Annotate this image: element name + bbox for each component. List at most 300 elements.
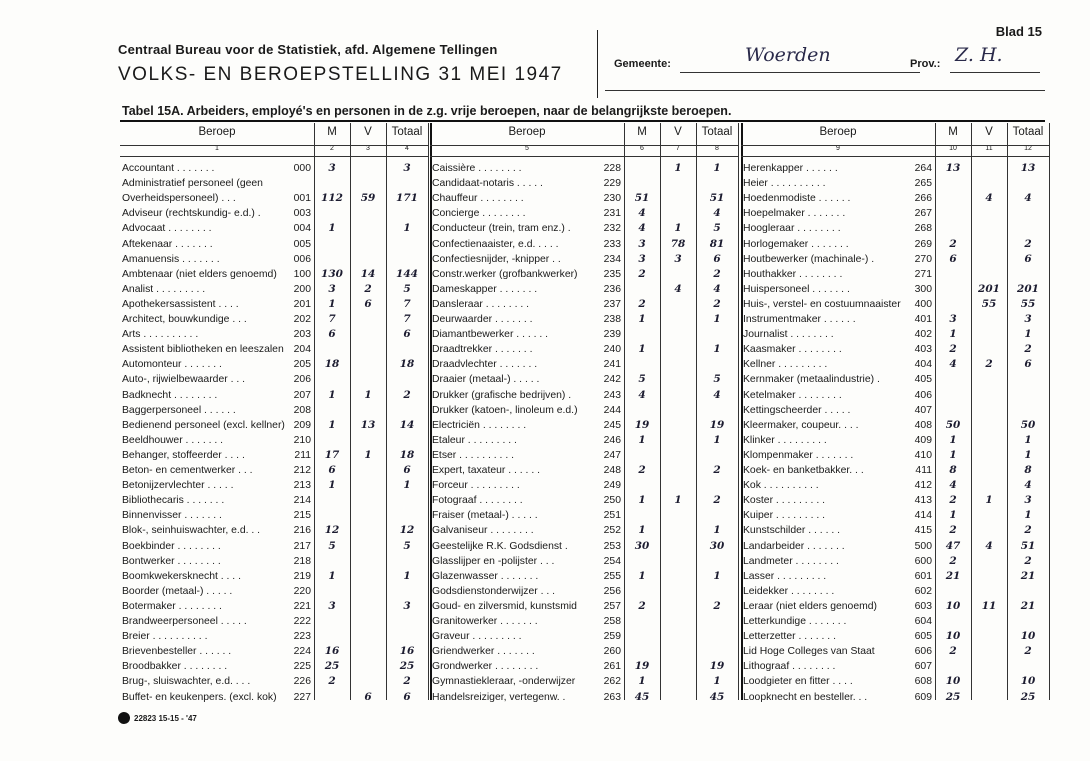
header-totaal: Totaal [391, 126, 423, 138]
count-v: 1 [364, 448, 372, 461]
occupation-name: Accountant . . . . . . . [122, 163, 215, 174]
occupation-code: 220 [293, 585, 311, 597]
occupation-code: 223 [293, 631, 311, 643]
sheet-number: Blad 15 [995, 24, 1042, 39]
occupation-name: Badknecht . . . . . . . . [122, 389, 218, 401]
occupation-name: Galvaniseur . . . . . . . . [432, 525, 534, 537]
occupation-name: Fraiser (metaal-) . . . . . [432, 510, 538, 522]
count-totaal: 1 [403, 569, 411, 582]
count-totaal: 2 [713, 464, 721, 476]
count-v: 4 [985, 539, 993, 552]
count-m: 4 [638, 222, 646, 235]
column-number: 5 [525, 145, 529, 152]
print-code: 22823 15-15 - '47 [134, 713, 197, 723]
occupation-name: Loodgieter en fitter . . . . [743, 676, 853, 688]
occupation-name: Goud- en zilversmid, kunstsmid [432, 600, 577, 612]
occupation-code: 218 [293, 555, 311, 567]
count-v: 55 [981, 297, 997, 310]
column-number: 1 [215, 145, 219, 152]
gemeente-label: Gemeente: [614, 58, 671, 70]
count-m: 21 [945, 569, 961, 582]
count-v: 1 [674, 494, 682, 507]
count-m: 7 [328, 313, 336, 325]
occupation-code: 201 [293, 298, 311, 310]
occupation-code: 604 [914, 616, 932, 627]
count-totaal: 2 [713, 297, 721, 310]
occupation-name: Bibliothecaris . . . . . . . [122, 495, 225, 507]
count-v: 4 [674, 282, 682, 295]
occupation-code: 409 [914, 434, 932, 446]
occupation-code: 219 [293, 570, 311, 582]
count-m: 2 [638, 297, 646, 310]
occupation-name: Gymnastiekleraar, -onderwijzer [432, 676, 576, 688]
occupation-name: Koster . . . . . . . . . [743, 495, 825, 507]
occupation-name: Analist . . . . . . . . . [122, 283, 206, 295]
count-totaal: 5 [713, 373, 721, 386]
occupation-code: 209 [293, 419, 311, 431]
occupation-name: Herenkapper . . . . . . [743, 163, 838, 174]
header-beroep: Beroep [198, 126, 236, 138]
header-v: V [985, 126, 993, 138]
occupation-code: 271 [914, 268, 932, 280]
column-number: 7 [676, 145, 680, 152]
count-totaal: 51 [709, 192, 725, 205]
count-v: 3 [674, 252, 682, 265]
count-v: 2 [364, 282, 372, 295]
header-beroep: Beroep [819, 126, 857, 138]
count-totaal: 2 [1024, 645, 1032, 658]
gemeente-line [680, 72, 920, 73]
count-v: 59 [360, 192, 376, 205]
occupation-code: 268 [914, 223, 932, 235]
column-number: 9 [836, 145, 840, 152]
occupation-code: 236 [603, 283, 621, 295]
occupation-code: 239 [603, 329, 621, 341]
occupation-code: 259 [603, 631, 621, 643]
count-totaal: 1 [713, 313, 721, 325]
occupation-name: Beton- en cementwerker . . . [122, 465, 253, 476]
count-totaal: 2 [713, 494, 721, 507]
count-m: 2 [638, 599, 646, 612]
occupation-code: 244 [603, 404, 621, 416]
count-v: 6 [364, 297, 372, 310]
count-totaal: 16 [399, 645, 415, 658]
count-m: 1 [949, 433, 957, 446]
count-totaal: 8 [1024, 464, 1032, 476]
count-m: 45 [634, 690, 650, 703]
count-totaal: 1 [713, 433, 721, 446]
header-beroep: Beroep [508, 126, 546, 138]
occupation-code: 254 [603, 555, 621, 567]
occupation-code: 262 [603, 676, 621, 688]
occupation-name: Kok . . . . . . . . . . [743, 480, 819, 492]
count-m: 30 [634, 539, 650, 552]
count-m: 2 [949, 554, 957, 567]
occupation-code: 609 [914, 691, 932, 703]
count-totaal: 25 [1020, 690, 1036, 703]
occupation-code: 003 [293, 208, 311, 220]
print-footer [118, 712, 197, 724]
occupation-name: Godsdienstonderwijzer . . . [432, 585, 556, 597]
occupation-code: 415 [914, 525, 932, 537]
count-m: 3 [949, 313, 957, 325]
occupation-code: 207 [293, 389, 311, 401]
occupation-code: 248 [603, 465, 621, 476]
column-rule [350, 123, 351, 700]
province-value: Z. H. [955, 44, 1003, 66]
count-totaal: 3 [403, 599, 411, 612]
occupation-code: 202 [293, 314, 311, 325]
occupation-code: 231 [603, 208, 621, 220]
occupation-name: Expert, taxateur . . . . . . [432, 465, 540, 476]
occupation-code: 217 [293, 540, 311, 552]
occupation-code: 006 [293, 253, 311, 265]
count-totaal: 6 [1024, 252, 1032, 265]
count-m: 51 [634, 192, 650, 205]
occupation-code: 260 [603, 646, 621, 658]
count-m: 3 [328, 599, 336, 612]
header-v: V [674, 126, 682, 138]
count-totaal: 2 [1024, 524, 1032, 537]
occupation-code: 263 [603, 691, 621, 703]
column-rule [428, 123, 429, 700]
occupation-code: 602 [914, 585, 932, 597]
occupation-name: Kaasmaker . . . . . . . . [743, 344, 842, 356]
occupation-code: 414 [914, 510, 932, 522]
count-m: 1 [328, 418, 336, 431]
occupation-code: 241 [603, 359, 621, 371]
count-v: 1 [364, 388, 372, 401]
occupation-code: 264 [914, 163, 932, 174]
column-rule [1049, 123, 1050, 700]
count-totaal: 6 [403, 328, 411, 341]
occupation-name: Confectiesnijder, -knipper . . [432, 253, 561, 265]
count-v: 2 [985, 358, 993, 371]
header-m: M [327, 126, 337, 138]
count-m: 25 [324, 660, 340, 673]
column-rule [660, 123, 661, 700]
occupation-code: 232 [603, 223, 621, 235]
occupation-name: Betonijzervlechter . . . . . [122, 480, 234, 492]
count-totaal: 1 [713, 569, 721, 582]
count-totaal: 1 [403, 479, 411, 492]
occupation-name: Baggerpersoneel . . . . . . [122, 404, 236, 416]
occupation-name: Ambtenaar (niet elders genoemd) [122, 268, 277, 280]
header-m: M [637, 126, 647, 138]
occupation-code: 211 [294, 449, 311, 461]
occupation-code: 400 [914, 298, 932, 310]
occupation-name: Brug-, sluiswachter, e.d. . . . [122, 676, 251, 688]
count-totaal: 144 [396, 267, 418, 280]
count-totaal: 6 [1024, 358, 1032, 371]
count-m: 4 [638, 388, 646, 401]
occupation-code: 204 [293, 344, 311, 356]
occupation-name: Kunstschilder . . . . . . [743, 525, 841, 537]
occupation-name: Automonteur . . . . . . . [122, 359, 222, 371]
occupation-code: 606 [914, 646, 932, 658]
occupation-name: Constr.werker (grofbankwerker) [432, 268, 578, 280]
count-m: 1 [949, 328, 957, 341]
column-number: 2 [330, 145, 334, 152]
occupation-code: 213 [293, 480, 311, 492]
occupation-code: 270 [914, 253, 932, 265]
count-totaal: 1 [713, 675, 721, 688]
occupation-code: 005 [293, 238, 311, 250]
count-v: 11 [981, 599, 997, 612]
count-totaal: 2 [1024, 343, 1032, 356]
occupation-code: 216 [293, 525, 311, 537]
header-totaal: Totaal [701, 126, 733, 138]
count-totaal: 18 [399, 358, 415, 371]
count-m: 130 [321, 267, 343, 280]
count-totaal: 13 [1020, 162, 1036, 174]
occupation-code: 411 [915, 465, 932, 476]
occupation-name: Handelsreiziger, vertegenw. . [432, 691, 566, 703]
count-totaal: 5 [403, 539, 411, 552]
occupation-name: Kuiper . . . . . . . . . [743, 510, 825, 522]
count-v: 6 [364, 690, 372, 703]
column-rule [1007, 123, 1008, 700]
occupation-code: 000 [293, 163, 311, 174]
count-m: 5 [638, 373, 646, 386]
occupation-name: Geestelijke R.K. Godsdienst . [432, 540, 568, 552]
occupation-code: 266 [914, 193, 932, 205]
occupation-name: Deurwaarder . . . . . . . [432, 314, 533, 325]
occupation-name: Aftekenaar . . . . . . . [122, 238, 213, 250]
count-m: 1 [328, 569, 336, 582]
header-rule [120, 156, 428, 157]
count-totaal: 7 [403, 313, 411, 325]
count-m: 1 [328, 222, 336, 235]
occupation-name: Apothekersassistent . . . . [122, 298, 239, 310]
column-number: 12 [1024, 145, 1032, 152]
count-v: 1 [674, 222, 682, 235]
occupation-name: Houtbewerker (machinale-) . [743, 253, 875, 265]
count-totaal: 4 [713, 388, 721, 401]
occupation-name: Instrumentmaker . . . . . . [743, 314, 856, 325]
header-rule [430, 156, 738, 157]
occupation-code: 247 [603, 449, 621, 461]
occupation-code: 230 [603, 193, 621, 205]
occupation-code: 004 [293, 223, 311, 235]
occupation-name: Klinker . . . . . . . . . [743, 434, 827, 446]
occupation-name: Breier . . . . . . . . . . [122, 631, 208, 643]
occupation-name: Etaleur . . . . . . . . . [432, 434, 517, 446]
column-rule [314, 123, 315, 700]
count-m: 4 [949, 358, 957, 371]
header-totaal: Totaal [1012, 126, 1044, 138]
occupation-code: 224 [293, 646, 311, 658]
count-totaal: 2 [1024, 237, 1032, 250]
occupation-code: 257 [603, 600, 621, 612]
column-number: 8 [715, 145, 719, 152]
occupation-code: 261 [603, 661, 621, 673]
count-v: 1 [985, 494, 993, 507]
occupation-name: Lithograaf . . . . . . . . [743, 661, 836, 673]
occupation-name: Forceur . . . . . . . . . [432, 480, 520, 492]
count-totaal: 1 [403, 222, 411, 235]
count-totaal: 5 [713, 222, 721, 235]
count-totaal: 50 [1020, 418, 1036, 431]
count-m: 2 [638, 267, 646, 280]
occupation-name: Fotograaf . . . . . . . . [432, 495, 523, 507]
count-totaal: 3 [1024, 494, 1032, 507]
occupation-name: Landarbeider . . . . . . . [743, 540, 845, 552]
census-title: VOLKS- EN BEROEPSTELLING 31 MEI 1947 [118, 64, 563, 85]
count-totaal: 10 [1020, 630, 1036, 643]
count-m: 2 [328, 675, 336, 688]
header-rule [741, 145, 1049, 146]
count-totaal: 5 [403, 282, 411, 295]
occupation-name: Beeldhouwer . . . . . . . [122, 434, 224, 446]
occupation-name: Broodbakker . . . . . . . . [122, 661, 228, 673]
occupation-code: 600 [914, 555, 932, 567]
occupation-code: 405 [914, 374, 932, 386]
occupation-name: Boomkwekersknecht . . . . [122, 570, 241, 582]
occupation-name: Landmeter . . . . . . . . [743, 555, 839, 567]
count-m: 112 [321, 192, 343, 205]
occupation-code: 203 [293, 329, 311, 341]
count-totaal: 1 [1024, 448, 1032, 461]
occupation-name: Klompenmaker . . . . . . . [743, 449, 854, 461]
table-title: Tabel 15A. Arbeiders, employé's en personen in de z.g. vrije beroepen, naar de belangrijkste beroepen. [122, 104, 732, 118]
occupation-code: 407 [914, 404, 932, 416]
count-m: 1 [949, 509, 957, 522]
occupation-name: Concierge . . . . . . . . [432, 208, 526, 220]
header-m: M [948, 126, 958, 138]
occupation-code: 408 [914, 419, 932, 431]
count-v: 13 [360, 418, 376, 431]
occupation-name: Behanger, stoffeerder . . . . [122, 449, 245, 461]
count-totaal: 3 [1024, 313, 1032, 325]
occupation-name: Overheidspersoneel) . . . [122, 193, 236, 205]
count-totaal: 2 [1024, 554, 1032, 567]
count-m: 1 [638, 343, 646, 356]
occupation-name: Conducteur (trein, tram enz.) . [432, 223, 571, 235]
count-totaal: 4 [713, 207, 721, 220]
occupation-name: Candidaat-notaris . . . . . [432, 178, 543, 190]
occupation-code: 206 [293, 374, 311, 386]
count-m: 6 [949, 252, 957, 265]
occupation-code: 200 [293, 283, 311, 295]
header-rule [605, 90, 1045, 91]
occupation-code: 208 [293, 404, 311, 416]
count-m: 1 [638, 524, 646, 537]
occupation-name: Griendwerker . . . . . . . [432, 646, 535, 658]
header-divider [597, 30, 598, 98]
count-m: 1 [638, 433, 646, 446]
count-m: 16 [324, 645, 340, 658]
province-line [950, 72, 1040, 73]
count-totaal: 1 [1024, 433, 1032, 446]
count-m: 1 [328, 479, 336, 492]
count-m: 18 [324, 358, 340, 371]
count-totaal: 1 [1024, 328, 1032, 341]
column-number: 10 [949, 145, 957, 152]
occupation-name: Blok-, seinhuiswachter, e.d. . . [122, 525, 261, 537]
count-m: 1 [328, 297, 336, 310]
count-totaal: 3 [403, 162, 411, 174]
occupation-name: Hoepelmaker . . . . . . . [743, 208, 846, 220]
occupation-code: 225 [293, 661, 311, 673]
count-totaal: 1 [713, 524, 721, 537]
occupation-code: 402 [914, 329, 932, 341]
count-m: 3 [328, 282, 336, 295]
occupation-code: 229 [603, 178, 621, 190]
count-m: 2 [949, 237, 957, 250]
count-m: 1 [328, 388, 336, 401]
column-number: 4 [405, 145, 409, 152]
province-label: Prov.: [910, 58, 941, 70]
occupation-name: Kellner . . . . . . . . . [743, 359, 828, 371]
count-totaal: 1 [1024, 509, 1032, 522]
column-rule [935, 123, 936, 700]
occupation-code: 410 [914, 449, 932, 461]
occupation-name: Etser . . . . . . . . . . [432, 449, 514, 461]
occupation-name: Koek- en banketbakker. . . [743, 465, 864, 476]
occupation-code: 605 [914, 631, 932, 643]
count-m: 1 [638, 569, 646, 582]
occupation-name: Horlogemaker . . . . . . . [743, 238, 849, 250]
count-m: 5 [328, 539, 336, 552]
occupation-code: 228 [603, 163, 621, 174]
occupation-name: Adviseur (rechtskundig- e.d.) . [122, 208, 261, 220]
occupation-name: Graveur . . . . . . . . . [432, 631, 522, 643]
occupation-name: Lid Hoge Colleges van Staat [743, 646, 875, 658]
occupation-name: Ketelmaker . . . . . . . . [743, 389, 842, 401]
occupation-name: Leidekker . . . . . . . . [743, 585, 835, 597]
count-v: 78 [670, 237, 686, 250]
count-totaal: 7 [403, 297, 411, 310]
count-m: 12 [324, 524, 340, 537]
count-totaal: 81 [709, 237, 725, 250]
count-m: 3 [638, 237, 646, 250]
occupation-code: 413 [914, 495, 932, 507]
occupation-code: 237 [603, 298, 621, 310]
count-m: 50 [945, 418, 961, 431]
occupation-code: 242 [603, 374, 621, 386]
occupation-name: Hoedenmodiste . . . . . . [743, 193, 851, 205]
count-v: 1 [674, 162, 682, 174]
count-totaal: 45 [709, 690, 725, 703]
column-number: 3 [366, 145, 370, 152]
occupation-name: Grondwerker . . . . . . . . [432, 661, 539, 673]
count-totaal: 2 [403, 675, 411, 688]
occupation-name: Brandweerpersoneel . . . . . [122, 616, 247, 627]
count-m: 4 [949, 479, 957, 492]
occupation-code: 222 [293, 616, 311, 627]
count-totaal: 19 [709, 418, 725, 431]
count-m: 2 [638, 464, 646, 476]
occupation-name: Assistent bibliotheken en leeszalen [122, 344, 284, 356]
occupation-code: 608 [914, 676, 932, 688]
count-totaal: 14 [399, 418, 415, 431]
count-totaal: 55 [1020, 297, 1036, 310]
occupation-code: 258 [603, 616, 621, 627]
count-m: 1 [638, 675, 646, 688]
column-number: 6 [640, 145, 644, 152]
occupation-code: 235 [603, 268, 621, 280]
occupation-code: 226 [293, 676, 311, 688]
count-m: 2 [949, 645, 957, 658]
count-m: 6 [328, 328, 336, 341]
occupation-name: Loopknecht en besteller. . . [743, 691, 868, 703]
occupation-name: Letterzetter . . . . . . . [743, 631, 836, 643]
occupation-name: Drukker (katoen-, linoleum e.d.) [432, 404, 578, 416]
count-totaal: 2 [713, 267, 721, 280]
count-m: 25 [945, 690, 961, 703]
occupation-code: 603 [914, 600, 932, 612]
